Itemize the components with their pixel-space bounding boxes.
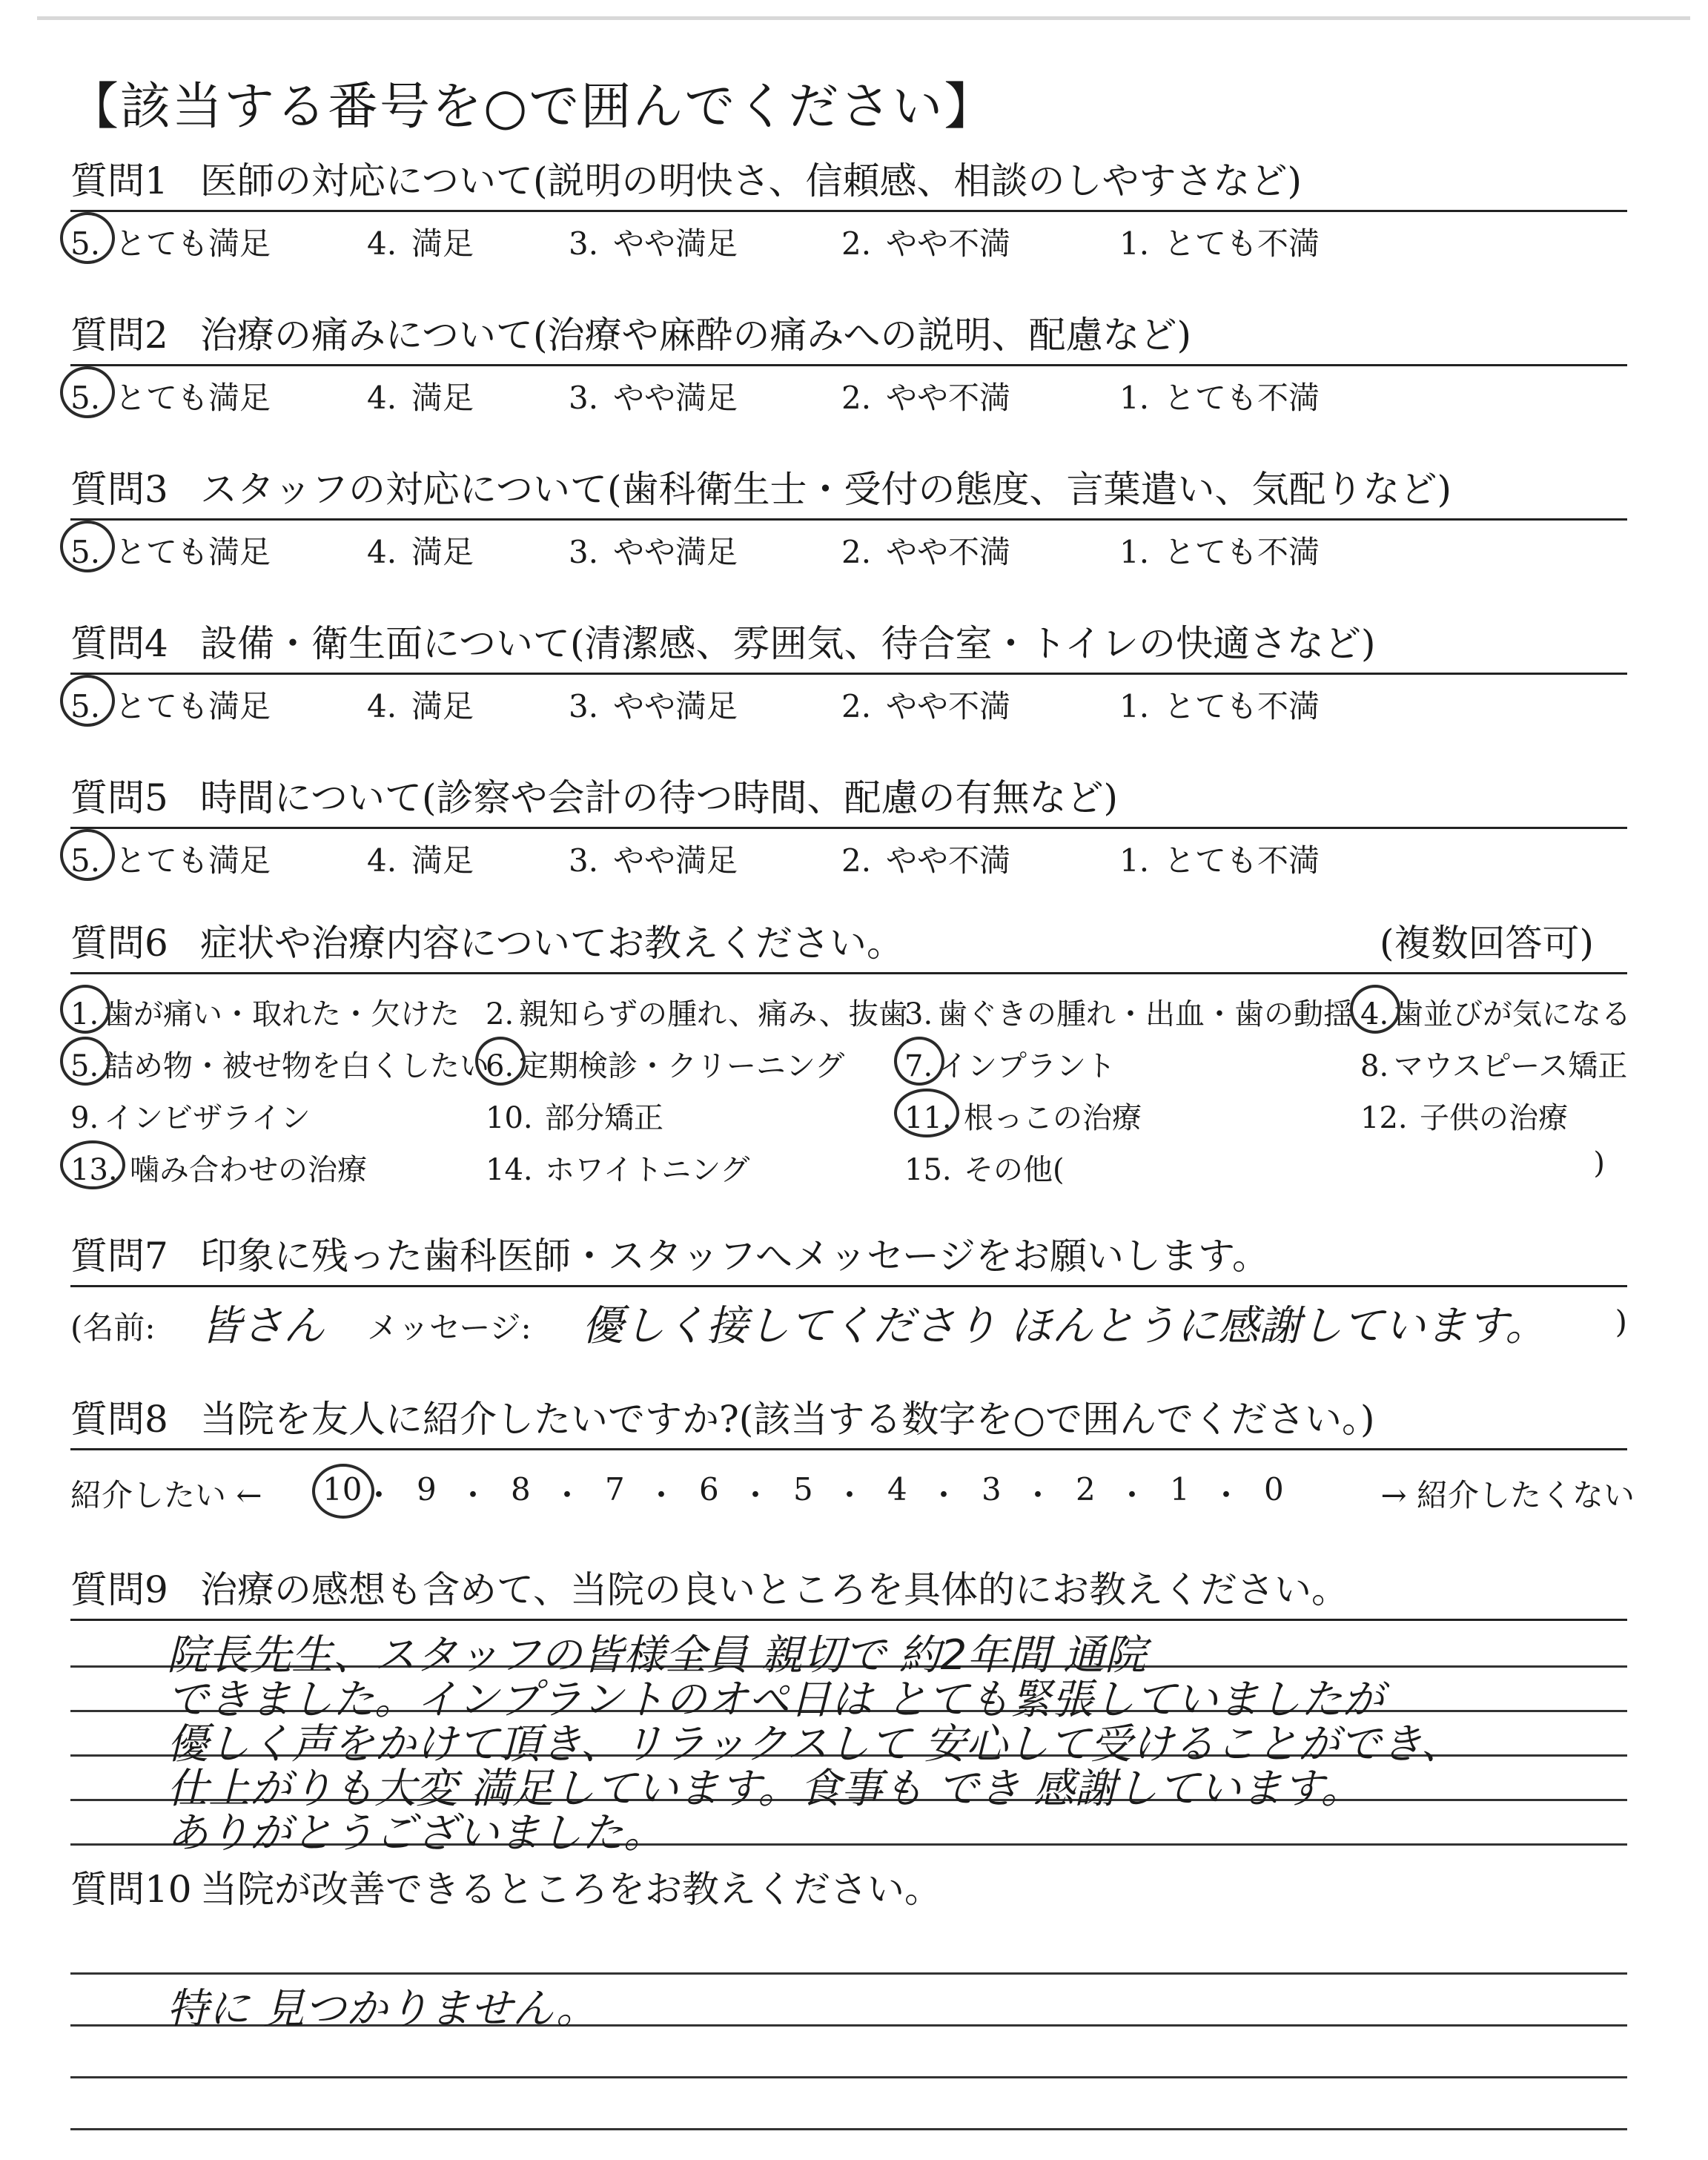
writing-line: [70, 2128, 1627, 2130]
rating-option[interactable]: [367, 836, 474, 881]
other-close-paren: ): [1593, 1146, 1605, 1180]
option-label: とても不満: [1164, 225, 1320, 262]
question-text: 印象に残った歯科医師・スタッフへメッセージをお願いします。: [200, 1235, 1269, 1278]
scale-separator-dot: ・: [552, 1477, 583, 1513]
option-label: ホワイトニング: [545, 1153, 750, 1187]
question-header: [70, 1565, 1627, 1621]
rating-option[interactable]: [367, 219, 474, 264]
option-number: 1.: [1119, 534, 1150, 570]
question-section-8: [70, 1394, 1635, 1517]
option-label: やや満足: [613, 688, 738, 724]
symptom-option[interactable]: [486, 1146, 749, 1189]
message-label: メッセージ:: [367, 1309, 532, 1346]
option-label: やや不満: [886, 842, 1011, 879]
option-label: とても満足: [115, 380, 271, 416]
top-border: [37, 16, 1690, 20]
question-section-9: [70, 1565, 1627, 1857]
option-number: 2.: [841, 842, 872, 879]
selected-circle-mark: [1350, 985, 1400, 1034]
handwritten-answer-line[interactable]: 院長先生、スタッフの皆様全員 親切で 約2年間 通院: [167, 1631, 1147, 1680]
message-value[interactable]: 優しく接してくださり ほんとうに感謝しています。: [582, 1302, 1547, 1350]
option-number: 10.: [486, 1101, 533, 1135]
option-label: とても満足: [115, 688, 271, 724]
option-number: 4.: [367, 225, 397, 262]
option-number: 5.: [70, 534, 101, 570]
option-label: 子供の治療: [1420, 1101, 1568, 1135]
option-number: 4.: [367, 534, 397, 570]
rating-options: [70, 829, 1627, 881]
selected-circle-mark: [894, 1089, 959, 1137]
question-header: [70, 310, 1627, 366]
scale-value[interactable]: 5: [793, 1471, 813, 1507]
option-number: 3.: [569, 225, 599, 262]
option-number: 2.: [841, 688, 872, 724]
rating-option[interactable]: [841, 836, 1010, 881]
option-number: 1.: [1119, 225, 1150, 262]
option-label: 部分矯正: [545, 1101, 663, 1135]
option-label: その他(: [964, 1153, 1065, 1187]
option-label: とても不満: [1164, 380, 1320, 416]
selected-circle-mark: [60, 212, 115, 264]
rating-option[interactable]: [841, 682, 1010, 727]
option-label: とても満足: [115, 842, 271, 879]
option-label: 歯並びが気になる: [1394, 997, 1631, 1031]
option-number: 4.: [367, 688, 397, 724]
question-text: 設備・衛生面について(清潔感、雰囲気、待合室・トイレの快適さなど): [200, 622, 1376, 665]
option-label: とても不満: [1164, 534, 1320, 570]
option-number: 2.: [841, 225, 872, 262]
option-number: 4.: [1360, 997, 1389, 1031]
question-number: 質問4: [70, 622, 168, 665]
option-label: とても不満: [1164, 842, 1320, 879]
rating-options: [70, 366, 1627, 418]
option-label: インプラント: [938, 1049, 1116, 1083]
rating-option[interactable]: [841, 219, 1010, 264]
rating-options: [70, 521, 1627, 572]
option-label: 満足: [411, 534, 474, 570]
question-text: スタッフの対応について(歯科衛生士・受付の態度、言葉遣い、気配りなど): [200, 468, 1452, 511]
rating-option[interactable]: [1119, 682, 1320, 727]
option-number: 11.: [904, 1101, 952, 1135]
symptom-option[interactable]: [904, 991, 1353, 1033]
option-number: 5.: [70, 380, 101, 416]
question-number: 質問7: [70, 1235, 168, 1278]
option-label: とても不満: [1164, 688, 1320, 724]
page-title: 【該当する番号を○で囲んでください】: [68, 78, 996, 136]
option-number: 3.: [569, 534, 599, 570]
name-label: (名前:: [70, 1309, 156, 1346]
answer-lines: [70, 1920, 1627, 2158]
option-label: 満足: [411, 225, 474, 262]
option-number: 2.: [841, 380, 872, 416]
handwritten-answer-line[interactable]: 特に 見つかりません。: [167, 1985, 598, 2033]
scale-separator-dot: ・: [457, 1477, 489, 1513]
option-label: とても満足: [115, 225, 271, 262]
scale-value[interactable]: 9: [417, 1471, 437, 1507]
rating-option[interactable]: [1119, 374, 1320, 418]
question-text: 症状や治療内容についてお教えください。: [200, 922, 904, 965]
rating-option[interactable]: [367, 682, 474, 727]
option-label: 根っこの治療: [964, 1101, 1142, 1135]
option-label: やや不満: [886, 225, 1011, 262]
option-label: とても満足: [115, 534, 271, 570]
writing-line: [70, 1972, 1627, 1975]
option-label: やや不満: [886, 534, 1011, 570]
option-label: 噛み合わせの治療: [130, 1153, 367, 1187]
option-label: やや不満: [886, 380, 1011, 416]
symptom-option[interactable]: [70, 1043, 489, 1085]
option-label: インビザライン: [104, 1101, 311, 1135]
option-number: 1.: [1119, 688, 1150, 724]
question-header: [70, 618, 1627, 675]
question-header: [70, 918, 1627, 974]
option-label: 満足: [411, 688, 474, 724]
option-number: 2.: [486, 997, 514, 1031]
scale-separator-dot: ・: [834, 1477, 866, 1513]
scale-value[interactable]: 1: [1170, 1471, 1190, 1507]
selected-circle-mark: [60, 985, 110, 1034]
scale-value[interactable]: 7: [605, 1471, 625, 1507]
rating-options: [70, 675, 1627, 727]
symptom-option[interactable]: [904, 1146, 1065, 1189]
question-text: 時間について(診察や会計の待つ時間、配慮の有無など): [200, 776, 1119, 819]
scale-separator-dot: ・: [1022, 1477, 1054, 1513]
question-section-5: [70, 773, 1627, 881]
option-label: マウスピース矯正: [1394, 1049, 1628, 1083]
rating-option[interactable]: [367, 528, 474, 572]
symptom-option[interactable]: [1360, 1094, 1568, 1137]
symptom-option[interactable]: [70, 1094, 311, 1137]
scale-value[interactable]: 3: [982, 1471, 1002, 1507]
question-text: 当院を友人に紹介したいですか?(該当する数字を○で囲んでください。): [200, 1398, 1375, 1441]
option-number: 6.: [486, 1049, 514, 1083]
selected-circle-mark: [475, 1037, 526, 1086]
option-number: 5.: [70, 225, 101, 262]
option-number: 5.: [70, 1049, 99, 1083]
scale-separator-dot: ・: [646, 1477, 678, 1513]
scale-value[interactable]: 0: [1264, 1471, 1284, 1507]
scale-value[interactable]: 4: [887, 1471, 907, 1507]
rating-option[interactable]: [841, 374, 1010, 418]
option-label: 親知らずの腫れ、痛み、抜歯: [519, 997, 908, 1031]
option-label: 満足: [411, 380, 474, 416]
symptom-option[interactable]: [1360, 1043, 1627, 1085]
question-text: 治療の感想も含めて、当院の良いところを具体的にお教えください。: [200, 1568, 1348, 1611]
question-number: 質問9: [70, 1568, 168, 1611]
selected-circle-mark: [60, 1140, 125, 1189]
option-number: 4.: [367, 842, 397, 879]
question-number: 質問2: [70, 314, 168, 357]
option-number: 13.: [70, 1153, 118, 1187]
answer-lines: [70, 1621, 1627, 1857]
option-number: 5.: [70, 688, 101, 724]
message-close-paren: ): [1615, 1304, 1627, 1340]
selected-circle-mark: [60, 675, 115, 727]
question-section-10: [70, 1869, 1627, 2158]
rating-option[interactable]: [569, 528, 738, 572]
scale-left-label: 紹介したい ←: [70, 1477, 262, 1513]
question-number: 質問3: [70, 468, 168, 511]
handwritten-answer-line[interactable]: 優しく声をかけて頂き、リラックスして 安心して受けることができ、: [167, 1720, 1463, 1768]
option-number: 4.: [367, 380, 397, 416]
rating-option[interactable]: [1119, 528, 1320, 572]
scale-separator-dot: ・: [1116, 1477, 1148, 1513]
option-number: 3.: [569, 842, 599, 879]
question-section-3: [70, 464, 1627, 572]
selected-circle-mark: [60, 366, 115, 418]
scale-separator-dot: ・: [740, 1477, 772, 1513]
scale-value[interactable]: 2: [1076, 1471, 1096, 1507]
option-label: やや満足: [613, 842, 738, 879]
option-number: 14.: [486, 1153, 533, 1187]
handwritten-answer-line[interactable]: 仕上がりも大変 満足しています。食事も でき 感謝しています。: [167, 1765, 1363, 1813]
rating-option[interactable]: [569, 374, 738, 418]
scale-value[interactable]: 8: [511, 1471, 531, 1507]
option-label: 歯ぐきの腫れ・出血・歯の動揺: [938, 997, 1353, 1031]
symptom-options: [70, 974, 1631, 1189]
question-header: [70, 1869, 1627, 1920]
scale-right-label: → 紹介したくない: [1380, 1477, 1635, 1513]
question-text: 治療の痛みについて(治療や麻酔の痛みへの説明、配慮など): [200, 314, 1192, 357]
handwritten-answer-line[interactable]: できました。インプラントのオペ日は とても緊張していましたが: [167, 1676, 1384, 1724]
option-number: 9.: [70, 1101, 99, 1135]
name-value[interactable]: 皆さん: [200, 1302, 325, 1350]
option-number: 12.: [1360, 1101, 1408, 1135]
scale-separator-dot: ・: [1211, 1477, 1242, 1513]
option-label: やや不満: [886, 688, 1011, 724]
question-header: [70, 156, 1627, 212]
scale-separator-dot: ・: [928, 1477, 960, 1513]
rating-option[interactable]: [841, 528, 1010, 572]
question-text: 医師の対応について(説明の明快さ、信頼感、相談のしやすさなど): [200, 159, 1302, 202]
selected-circle-mark: [894, 1037, 944, 1086]
question-text: 当院が改善できるところをお教えください。: [200, 1868, 941, 1911]
question-number: 質問10: [70, 1868, 192, 1911]
rating-option[interactable]: [569, 836, 738, 881]
option-number: 1.: [1119, 842, 1150, 879]
symptom-option[interactable]: [486, 1094, 663, 1137]
symptom-option[interactable]: [486, 991, 908, 1033]
selected-circle-mark: [60, 1037, 110, 1086]
question-header: [70, 1394, 1627, 1450]
question-number: 質問5: [70, 776, 168, 819]
referral-scale: [70, 1450, 1635, 1517]
scale-value[interactable]: 10: [322, 1471, 363, 1507]
question-section-6: [70, 918, 1631, 1189]
option-number: 2.: [841, 534, 872, 570]
option-label: やや満足: [613, 225, 738, 262]
rating-option[interactable]: [1119, 836, 1320, 881]
question-header: [70, 464, 1627, 521]
option-number: 3.: [904, 997, 933, 1031]
question-number: 質問6: [70, 922, 168, 965]
option-number: 7.: [904, 1049, 933, 1083]
question-section-4: [70, 618, 1627, 727]
option-label: 満足: [411, 842, 474, 879]
question-section-2: [70, 310, 1627, 418]
multiple-answer-note: (複数回答可): [1379, 922, 1594, 965]
question-section-7: [70, 1231, 1627, 1354]
message-row: [70, 1287, 1627, 1354]
question-number: 質問1: [70, 159, 168, 202]
writing-line: [70, 2076, 1627, 2078]
option-label: 詰め物・被せ物を白くしたい: [104, 1049, 489, 1083]
symptom-option[interactable]: [486, 1043, 844, 1085]
symptom-option[interactable]: [70, 991, 460, 1033]
scale-value[interactable]: 6: [699, 1471, 719, 1507]
rating-options: [70, 212, 1627, 264]
symptom-option[interactable]: [1360, 991, 1631, 1033]
option-number: 3.: [569, 688, 599, 724]
rating-option[interactable]: [1119, 219, 1320, 264]
option-number: 8.: [1360, 1049, 1389, 1083]
option-number: 5.: [70, 842, 101, 879]
question-number: 質問8: [70, 1398, 168, 1441]
question-section-1: [70, 156, 1627, 264]
question-header: [70, 1231, 1627, 1287]
option-number: 1.: [70, 997, 99, 1031]
selected-circle-mark: [60, 521, 115, 572]
option-number: 1.: [1119, 380, 1150, 416]
option-label: やや満足: [613, 380, 738, 416]
rating-option[interactable]: [367, 374, 474, 418]
option-label: やや満足: [613, 534, 738, 570]
question-header: [70, 773, 1627, 829]
rating-option[interactable]: [569, 682, 738, 727]
option-label: 歯が痛い・取れた・欠けた: [104, 997, 460, 1031]
selected-circle-mark: [60, 829, 115, 881]
rating-option[interactable]: [569, 219, 738, 264]
option-number: 15.: [904, 1153, 952, 1187]
handwritten-answer-line[interactable]: ありがとうございました。: [167, 1809, 665, 1857]
option-number: 3.: [569, 380, 599, 416]
scale-separator-dot: ・: [363, 1477, 395, 1513]
option-label: 定期検診・クリーニング: [519, 1049, 845, 1083]
